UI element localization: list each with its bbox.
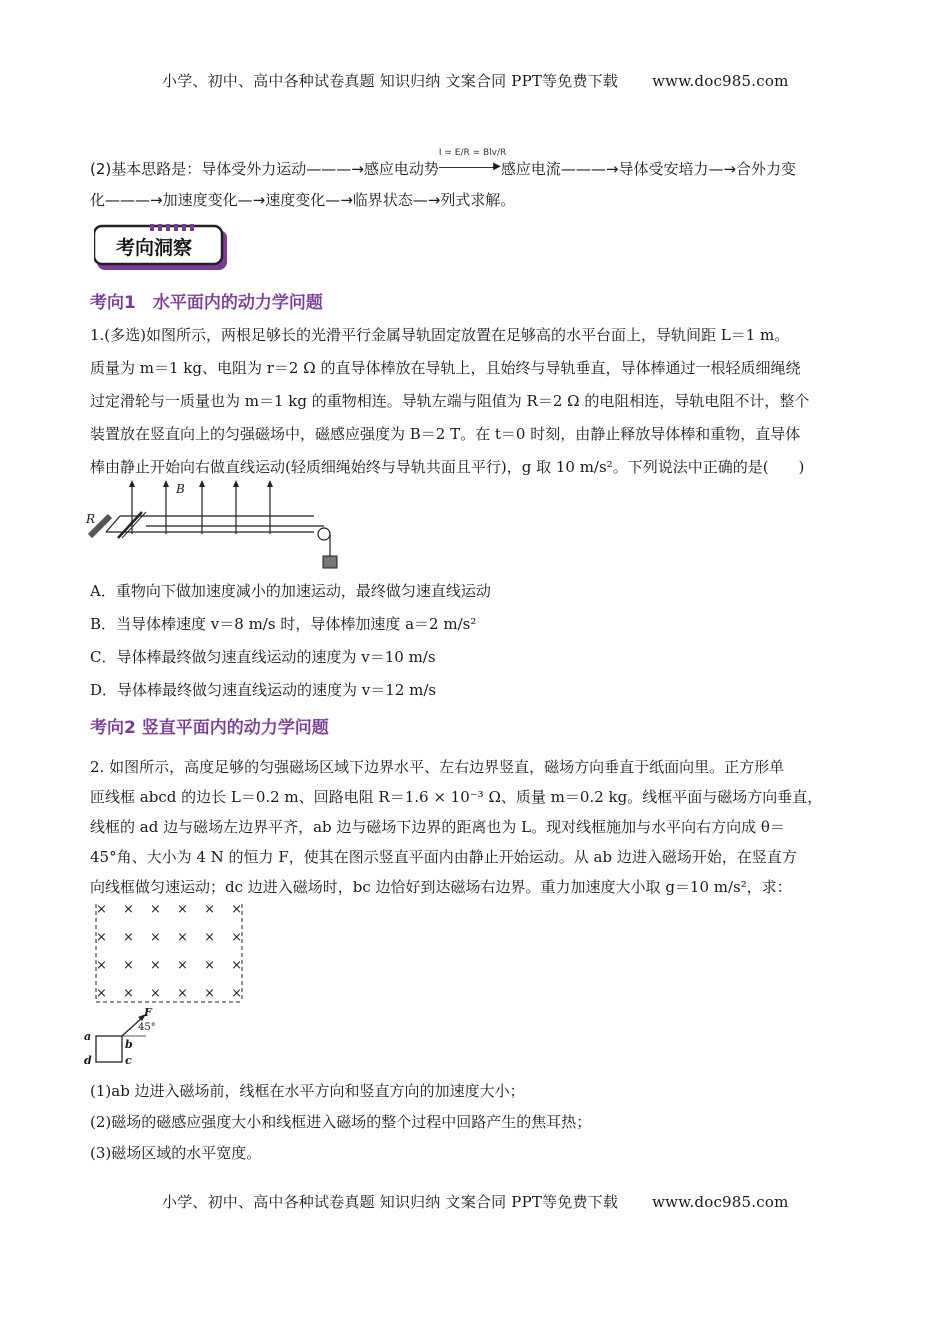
corner-label-b: b <box>125 1038 133 1051</box>
flow-arrow: —→ <box>237 191 266 209</box>
footer-site[interactable]: www.doc985.com <box>652 1193 789 1211</box>
header-site[interactable]: www.doc985.com <box>652 72 789 90</box>
formula-label: I = E/R = Blv/R <box>438 148 507 158</box>
cross: × <box>123 958 134 973</box>
cross: × <box>204 986 215 1001</box>
q1-line: 质量为 m＝1 kg、电阻为 r＝2 Ω 的直导体棒放在导轨上，且始终与导轨垂直，导体棒通过一根轻质细绳绕 <box>90 359 801 377</box>
header-text: 小学、初中、高中各种试卷真题 知识归纳 文案合同 PPT等免费下载 <box>162 72 619 90</box>
field-label-B: B <box>176 482 185 496</box>
q2-figure <box>84 902 254 1072</box>
corner-label-c: c <box>125 1054 132 1067</box>
cross: × <box>96 930 107 945</box>
flow-step: 列式求解。 <box>440 191 516 209</box>
flow-step: 临界状态 <box>352 191 413 209</box>
q2-sub-1: (1)ab 边进入磁场前，线框在水平方向和竖直方向的加速度大小； <box>90 1082 525 1100</box>
q1-line: 棒由静止开始向右做直线运动(轻质细绳始终与导轨共面且平行)，g 取 10 m/s²。下列说法中正确的是( ) <box>90 458 805 476</box>
flow-step: 加速度变化 <box>162 191 238 209</box>
flow-arrow: ———→ <box>306 160 364 178</box>
flow-step: 感应电流 <box>500 160 561 178</box>
cross: × <box>150 958 161 973</box>
flow-step: 导体受安培力 <box>618 160 709 178</box>
cross: × <box>177 902 188 917</box>
q2-line: 2. 如图所示，高度足够的匀强磁场区域下边界水平、左右边界竖直，磁场方向垂直于纸面向里。正方形单 <box>90 758 785 776</box>
flow-arrow <box>439 167 497 168</box>
page-footer <box>162 1191 789 1212</box>
cross: × <box>150 930 161 945</box>
cross: × <box>231 902 242 917</box>
q1-option-d[interactable]: D．导体棒最终做匀速直线运动的速度为 v＝12 m/s <box>90 681 437 699</box>
force-label-F: F <box>144 1006 152 1019</box>
resistor-label-R: R <box>86 512 96 526</box>
section-2-title: 考向2 竖直平面内的动力学问题 <box>90 718 329 738</box>
q2-line: 线框的 ad 边与磁场左边界平齐，ab 边与磁场下边界的距离也为 L。现对线框施加与水平向右方向成 θ＝ <box>90 818 785 836</box>
q2-line: 向线框做匀速运动；dc 边进入磁场时，bc 边恰好到达磁场右边界。重力加速度大小取 g＝10 m/s²，求： <box>90 878 792 896</box>
flow-step: 速度变化 <box>265 191 326 209</box>
cross: × <box>123 902 134 917</box>
cross: × <box>204 902 215 917</box>
section-badge <box>94 224 230 272</box>
page-header <box>162 70 789 91</box>
cross: × <box>231 930 242 945</box>
cross: × <box>204 958 215 973</box>
corner-label-a: a <box>84 1030 92 1043</box>
cross: × <box>96 958 107 973</box>
section-1-title: 考向1 水平面内的动力学问题 <box>90 293 323 313</box>
cross: × <box>231 986 242 1001</box>
flow-step: 合外力变 <box>736 160 797 178</box>
angle-label: 45° <box>138 1022 156 1033</box>
cross: × <box>177 958 188 973</box>
flow-step: 导体受外力运动 <box>201 160 307 178</box>
flow-arrow: ———→ <box>560 160 619 178</box>
cross: × <box>204 930 215 945</box>
cross: × <box>231 958 242 973</box>
flow-arrow: —→ <box>412 191 441 209</box>
cross: × <box>150 902 161 917</box>
corner-label-d: d <box>84 1054 92 1067</box>
badge-label: 考向洞察 <box>116 237 193 259</box>
flow-arrow: —→ <box>325 191 353 209</box>
flow-step: 化 <box>90 191 106 209</box>
q2-line: 匝线框 abcd 的边长 L＝0.2 m、回路电阻 R＝1.6 × 10⁻³ Ω、质量 m＝0.2 kg。线框平面与磁场方向垂直， <box>90 788 823 806</box>
cross: × <box>123 930 134 945</box>
thinking-prefix: (2)基本思路是： <box>90 160 202 178</box>
q1-line: 1.(多选)如图所示，两根足够长的光滑平行金属导轨固定放置在足够高的水平台面上，导轨间距 L＝1 m。 <box>90 326 790 344</box>
q2-sub-2: (2)磁场的磁感应强度大小和线框进入磁场的整个过程中回路产生的焦耳热； <box>90 1113 592 1131</box>
cross: × <box>96 986 107 1001</box>
cross: × <box>177 930 188 945</box>
q1-option-a[interactable]: A．重物向下做加速度减小的加速运动，最终做匀速直线运动 <box>90 582 491 600</box>
cross: × <box>96 902 107 917</box>
cross: × <box>150 986 161 1001</box>
rails-diagram <box>84 476 344 572</box>
q1-figure <box>84 476 344 572</box>
q1-line: 装置放在竖直向上的匀强磁场中，磁感应强度为 B＝2 T。在 t＝0 时刻，由静止释放导体棒和重物，直导体 <box>90 425 801 443</box>
thinking-line-2 <box>90 189 515 210</box>
q1-option-b[interactable]: B．当导体棒速度 v＝8 m/s 时，导体棒加速度 a＝2 m/s² <box>90 615 477 633</box>
flow-arrow: ———→ <box>105 191 163 209</box>
thinking-line-1: (2)基本思路是：导体受外力运动———→感应电动势 I = E/R = Blv/R ▶ 感应电流———→导体受安培力—→合外力变 <box>90 148 797 178</box>
q1-line: 过定滑轮与一质量也为 m＝1 kg 的重物相连。导轨左端与阻值为 R＝2 Ω 的电阻相连，导轨电阻不计，整个 <box>90 392 810 410</box>
q2-sub-3: (3)磁场区域的水平宽度。 <box>90 1144 262 1162</box>
flow-arrow: —→ <box>708 160 737 178</box>
flow-step: 感应电动势 <box>363 160 439 178</box>
cross: × <box>123 986 134 1001</box>
footer-text: 小学、初中、高中各种试卷真题 知识归纳 文案合同 PPT等免费下载 <box>162 1193 619 1211</box>
q1-option-c[interactable]: C．导体棒最终做匀速直线运动的速度为 v＝10 m/s <box>90 648 436 666</box>
q2-line: 45°角、大小为 4 N 的恒力 F，使其在图示竖直平面内由静止开始运动。从 ab 边进入磁场开始，在竖直方 <box>90 848 797 866</box>
cross: × <box>177 986 188 1001</box>
